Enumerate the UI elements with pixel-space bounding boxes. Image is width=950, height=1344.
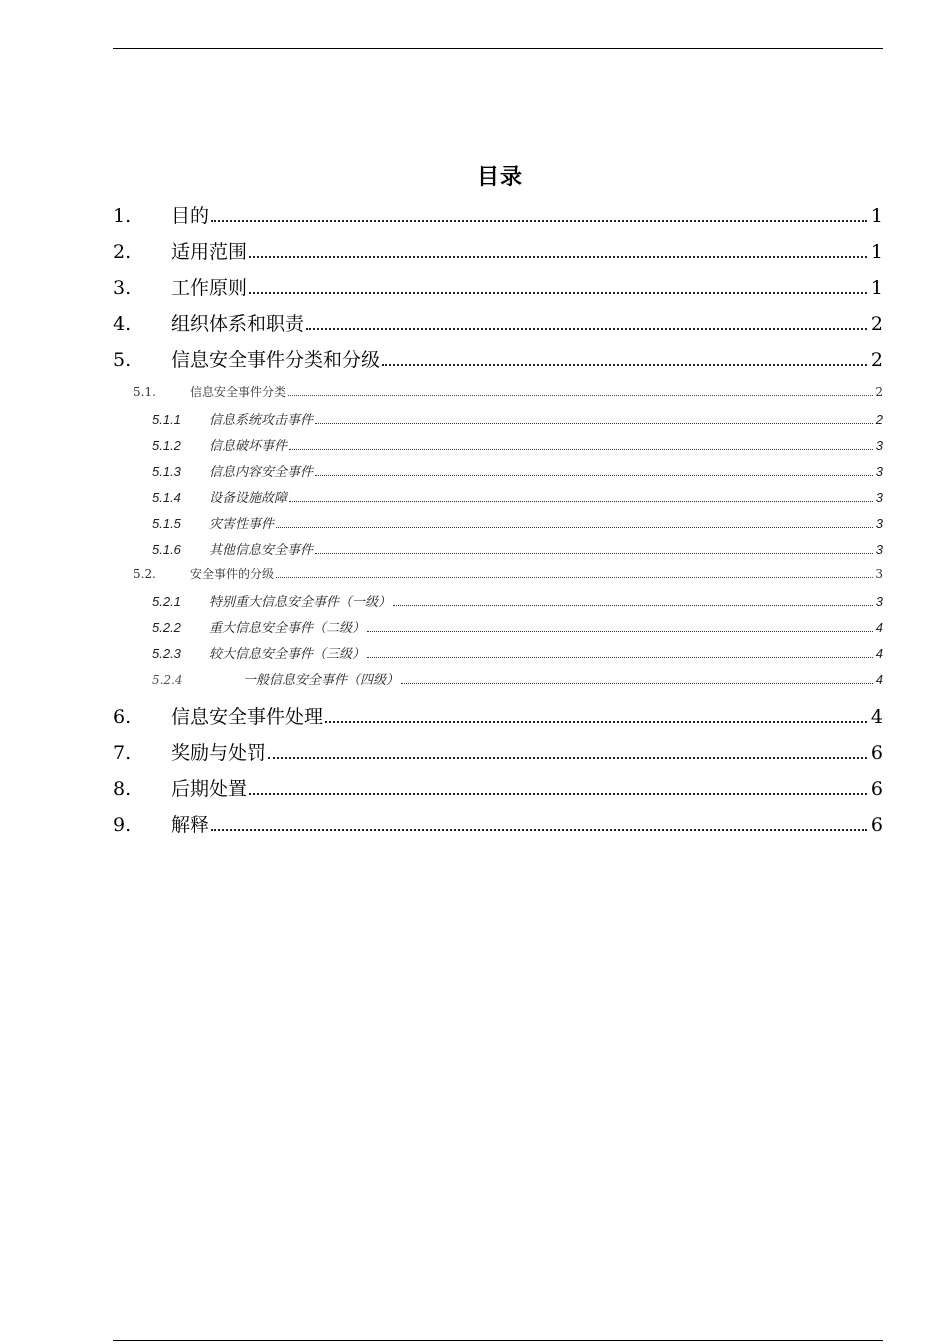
- toc-entry-page: 6: [870, 778, 883, 800]
- dot-leader: [315, 420, 873, 424]
- toc-entry-number: 5.1.1: [152, 412, 181, 427]
- toc-entry-7[interactable]: [113, 738, 883, 764]
- toc-entry-number: 1.: [113, 205, 132, 227]
- toc-entry-label: 特别重大信息安全事件（一级）: [209, 594, 392, 609]
- dot-leader: [276, 574, 873, 578]
- toc-entry-page: 1: [870, 277, 883, 299]
- toc-entry-page: 3: [875, 464, 883, 479]
- toc-entry-number: 5.2.4: [152, 673, 183, 687]
- toc-entry-page: 2: [875, 385, 883, 399]
- toc-entry-3[interactable]: [113, 273, 883, 299]
- toc-entry-label: 工作原则: [171, 277, 248, 299]
- toc-entry-label: 信息安全事件分类: [190, 385, 287, 399]
- toc-entry-5-2-4[interactable]: [113, 669, 883, 687]
- toc-entry-5-1-5[interactable]: [113, 513, 883, 531]
- toc-entry-5-2-1[interactable]: [113, 591, 883, 609]
- toc-entry-page: 6: [870, 742, 883, 764]
- toc-entry-5-1-2[interactable]: [113, 435, 883, 453]
- toc-entry-5-2-2[interactable]: [113, 617, 883, 635]
- toc-entry-number: 5.1.: [133, 385, 156, 399]
- toc-entry-page: 3: [875, 567, 883, 581]
- toc-entry-5-1-3[interactable]: [113, 461, 883, 479]
- toc-entry-9[interactable]: [113, 810, 883, 836]
- toc-entry-label: 信息内容安全事件: [209, 464, 314, 479]
- toc-entry-label: 后期处置: [171, 778, 248, 800]
- toc-entry-page: 2: [870, 349, 883, 371]
- toc-entry-number: 5.1.4: [152, 490, 181, 505]
- toc-entry-1[interactable]: [113, 201, 883, 227]
- toc-entry-page: 1: [870, 205, 883, 227]
- toc-entry-page: 2: [875, 412, 883, 427]
- toc-entry-page: 2: [870, 313, 883, 335]
- dot-leader: [306, 324, 867, 330]
- toc-entry-page: 3: [875, 594, 883, 609]
- toc-entry-label: 目的: [171, 205, 210, 227]
- toc-entry-number: 5.2.2: [152, 620, 181, 635]
- dot-leader: [289, 446, 873, 450]
- toc-entry-page: 1: [870, 241, 883, 263]
- toc-entry-label: 重大信息安全事件（二级）: [209, 620, 366, 635]
- toc-entry-5-1-4[interactable]: [113, 487, 883, 505]
- toc-entry-5-1[interactable]: [113, 383, 883, 401]
- toc-entry-page: 3: [875, 542, 883, 557]
- dot-leader: [289, 498, 873, 502]
- toc-entry-label: 灾害性事件: [209, 516, 275, 531]
- toc-entry-number: 9.: [113, 814, 132, 836]
- toc-entry-label: 一般信息安全事件（四级）: [243, 672, 400, 687]
- toc-entry-page: 3: [875, 516, 883, 531]
- toc-entry-number: 5.: [113, 349, 132, 371]
- dot-leader: [268, 753, 867, 759]
- toc-entry-number: 5.1.6: [152, 542, 181, 557]
- dot-leader: [249, 252, 867, 258]
- toc-entry-number: 2.: [113, 241, 132, 263]
- toc-entry-label: 信息安全事件分类和分级: [171, 349, 381, 371]
- toc-entry-label: 信息系统攻击事件: [209, 412, 314, 427]
- toc-entry-label: 组织体系和职责: [171, 313, 305, 335]
- toc-entry-5[interactable]: [113, 345, 883, 371]
- toc-entry-label: 其他信息安全事件: [209, 542, 314, 557]
- toc-entry-5-2-3[interactable]: [113, 643, 883, 661]
- toc-entry-label: 安全事件的分级: [190, 567, 275, 581]
- toc-entry-number: 7.: [113, 742, 132, 764]
- dot-leader: [393, 602, 873, 606]
- toc-entry-page: 4: [875, 672, 883, 687]
- dot-leader: [315, 550, 873, 554]
- dot-leader: [249, 288, 867, 294]
- toc-entry-number: 5.1.5: [152, 516, 181, 531]
- toc-entry-label: 奖励与处罚: [171, 742, 267, 764]
- toc-entry-page: 3: [875, 438, 883, 453]
- toc-entry-label: 较大信息安全事件（三级）: [209, 646, 366, 661]
- toc-entry-2[interactable]: [113, 237, 883, 263]
- toc-entry-number: 4.: [113, 313, 132, 335]
- dot-leader: [276, 524, 873, 528]
- header-rule: [113, 48, 883, 49]
- toc-entry-page: 4: [875, 646, 883, 661]
- dot-leader: [211, 216, 867, 222]
- toc-entry-page: 4: [875, 620, 883, 635]
- toc-title: 目录: [476, 165, 523, 190]
- dot-leader: [367, 628, 873, 632]
- toc-entry-8[interactable]: [113, 774, 883, 800]
- dot-leader: [367, 654, 873, 658]
- dot-leader: [315, 472, 873, 476]
- toc-entry-5-1-1[interactable]: [113, 409, 883, 427]
- toc-entry-label: 信息破坏事件: [209, 438, 288, 453]
- toc-entry-page: 3: [875, 490, 883, 505]
- toc-entry-number: 3.: [113, 277, 132, 299]
- toc-entry-6[interactable]: [113, 702, 883, 728]
- toc-entry-page: 6: [870, 814, 883, 836]
- toc-entry-5-2[interactable]: [113, 565, 883, 583]
- dot-leader: [288, 392, 873, 396]
- dot-leader: [249, 789, 867, 795]
- toc-entry-number: 5.2.3: [152, 646, 181, 661]
- toc-entry-4[interactable]: [113, 309, 883, 335]
- toc-entry-number: 6.: [113, 706, 132, 728]
- toc-entry-label: 解释: [171, 814, 210, 836]
- toc-entry-5-1-6[interactable]: [113, 539, 883, 557]
- dot-leader: [211, 825, 867, 831]
- toc-entry-number: 5.1.2: [152, 438, 181, 453]
- toc-entry-number: 8.: [113, 778, 132, 800]
- toc-entry-number: 5.1.3: [152, 464, 181, 479]
- dot-leader: [401, 680, 873, 684]
- toc-entry-number: 5.2.: [133, 567, 156, 581]
- toc-entry-number: 5.2.1: [152, 594, 181, 609]
- toc-entry-label: 信息安全事件处理: [171, 706, 324, 728]
- toc-entry-page: 4: [870, 706, 883, 728]
- dot-leader: [382, 360, 867, 366]
- toc-entry-label: 适用范围: [171, 241, 248, 263]
- toc-entry-label: 设备设施故障: [209, 490, 288, 505]
- footer-rule: [113, 1340, 883, 1341]
- dot-leader: [325, 717, 867, 723]
